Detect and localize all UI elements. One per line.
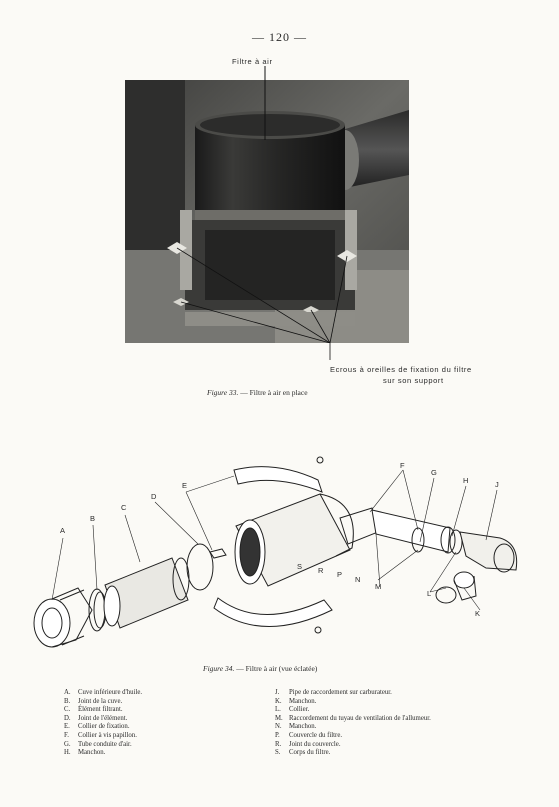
legend-item: P. Couvercle du filtre. [275, 731, 343, 739]
legend-item: D. Joint de l'élément. [64, 714, 128, 722]
page-number: — 120 — [252, 30, 307, 44]
callout-f: F [400, 461, 405, 470]
figure33-label-bottom-2: sur son support [383, 376, 444, 385]
callout-l: L [427, 589, 432, 598]
figure33-caption-number: Figure 33. [207, 388, 239, 397]
legend-item: B. Joint de la cuve. [64, 697, 123, 705]
figure34-caption [203, 664, 317, 673]
legend-item: R. Joint du couvercle. [275, 740, 341, 748]
callout-h: H [463, 476, 469, 485]
callout-m: M [375, 582, 382, 591]
legend-item: S. Corps du filtre. [275, 749, 331, 757]
legend-item: M. Raccordement du tuyau de ventilation de l'allumeur. [275, 714, 431, 722]
callout-j: J [495, 480, 499, 489]
figure33-caption-text: — Filtre à air en place [240, 388, 308, 397]
legend-item: N. Manchon. [275, 723, 317, 731]
figure34-caption-text: — Filtre à air (vue éclatée) [236, 664, 318, 673]
callout-n: N [355, 575, 361, 584]
legend-right [275, 689, 431, 758]
callout-b: B [90, 514, 96, 523]
legend-item: F. Collier à vis papillon. [64, 731, 137, 739]
figure34-drawing [0, 440, 559, 655]
legend-item: G. Tube conduite d'air. [64, 740, 132, 748]
callout-d: D [151, 492, 157, 501]
legend-left [64, 689, 142, 758]
callout-e: E [182, 481, 188, 490]
callout-a: A [60, 526, 66, 535]
callout-g: G [431, 468, 437, 477]
figure34-caption-number: Figure 34. [203, 664, 235, 673]
callout-c: C [121, 503, 127, 512]
callout-s: S [297, 562, 303, 571]
callout-r: R [318, 566, 324, 575]
legend-item: K. Manchon. [275, 697, 317, 705]
legend-item: E. Collier de fixation. [64, 723, 130, 731]
legend-item: C. Élément filtrant. [64, 706, 123, 714]
figure33-label-top: Filtre à air [232, 57, 273, 66]
legend-item: J. Pipe de raccordement sur carburateur. [275, 689, 392, 696]
figure33-label-bottom-1: Ecrous à oreilles de fixation du filtre [330, 365, 472, 374]
callout-p: P [337, 570, 343, 579]
legend-item: L. Collier. [275, 706, 310, 714]
legend-item: A. Cuve inférieure d'huile. [64, 689, 143, 696]
figure33-caption [207, 388, 308, 397]
callout-k: K [475, 609, 481, 618]
legend-item: H. Manchon. [64, 749, 106, 757]
